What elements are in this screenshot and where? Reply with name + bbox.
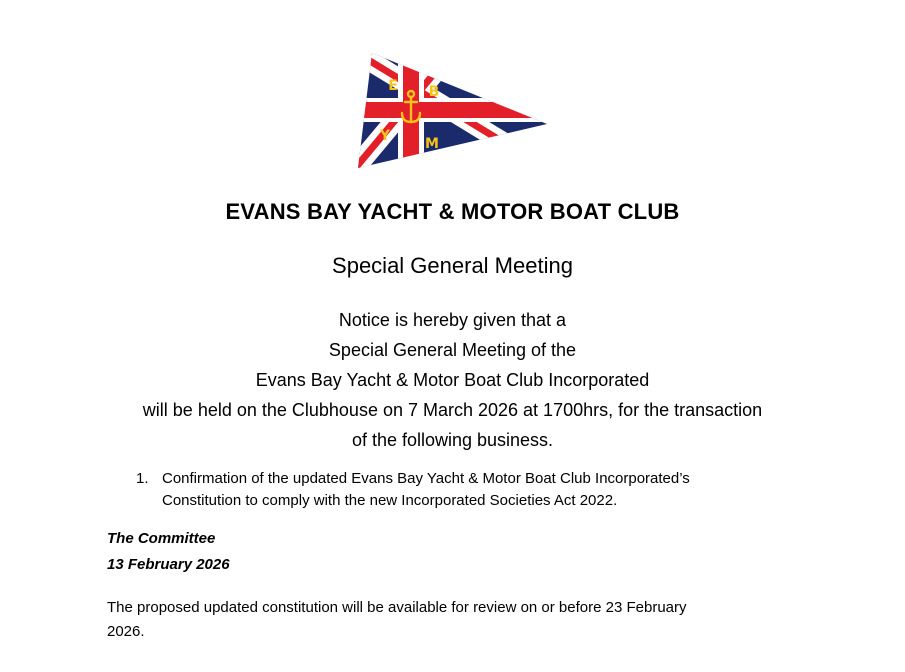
- signoff-date: 13 February 2026: [107, 556, 230, 573]
- meeting-notice: [0, 305, 905, 455]
- burgee-letter-m: M: [425, 136, 439, 152]
- business-item-number: 1.: [136, 470, 149, 487]
- business-item-text-line: Confirmation of the updated Evans Bay Yacht & Motor Boat Club Incorporated’s: [162, 470, 690, 487]
- footnote-line: 2026.: [107, 623, 145, 640]
- constitution-availability-note: [107, 596, 787, 644]
- business-list: [132, 468, 792, 512]
- notice-line: Notice is hereby given that a: [338, 310, 567, 330]
- club-name: EVANS BAY YACHT & MOTOR BOAT CLUB: [225, 199, 680, 224]
- club-burgee-logo: [352, 50, 552, 172]
- business-item-text-line: Constitution to comply with the new Incorporated Societies Act 2022.: [162, 492, 618, 509]
- notice-line: of the following business.: [351, 430, 554, 450]
- burgee-letter-e: E: [388, 78, 398, 94]
- notice-line: will be held on the Clubhouse on 7 March 2026 at 1700hrs, for the transaction: [142, 400, 763, 420]
- notice-line: Evans Bay Yacht & Motor Boat Club Incorporated: [255, 370, 650, 390]
- burgee-letter-b: B: [428, 84, 440, 100]
- business-item: [132, 468, 792, 512]
- notice-line: Special General Meeting of the: [328, 340, 577, 360]
- footnote-line: The proposed updated constitution will be available for review on or before 23 February: [107, 599, 687, 616]
- signoff-committee: The Committee: [107, 530, 216, 547]
- burgee-letter-y: Y: [379, 128, 391, 144]
- burgee-cross-red-horizontal: [352, 102, 552, 118]
- meeting-title: Special General Meeting: [332, 253, 573, 278]
